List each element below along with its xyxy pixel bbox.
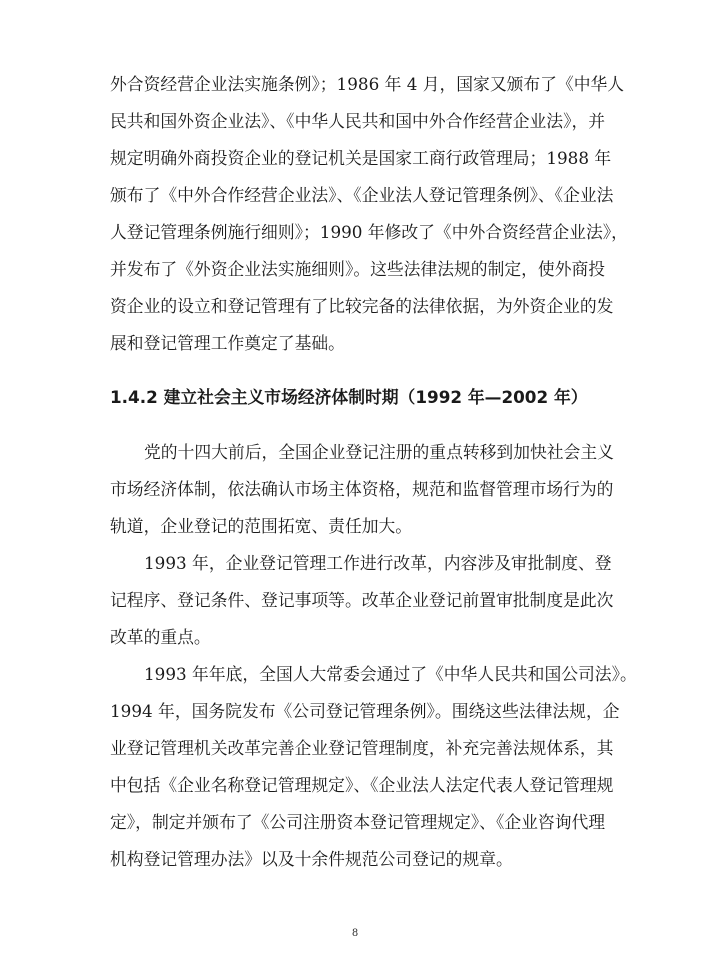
paragraph-4-line-3: 业登记管理机关改革完善企业登记管理制度，补充完善法规体系，其 <box>110 738 614 758</box>
paragraph-2-line-3: 轨道，企业登记的范围拓宽、责任加大。 <box>110 516 413 536</box>
paragraph-1-line-2: 民共和国外资企业法》、《中华人民共和国中外合作经营企业法》，并 <box>110 111 606 131</box>
paragraph-1-line-6: 并发布了《外资企业法实施细则》。这些法律法规的制定，使外商投 <box>110 259 606 279</box>
paragraph-1-line-3: 规定明确外商投资企业的登记机关是国家工商行政管理局；1988 年 <box>110 148 612 168</box>
paragraph-1-line-7: 资企业的设立和登记管理有了比较完备的法律依据，为外资企业的发 <box>110 296 614 316</box>
paragraph-3-line-3: 改革的重点。 <box>110 627 211 647</box>
paragraph-1-line-5: 人登记管理条例施行细则》；1990 年修改了《中外合资经营企业法》， <box>110 222 628 242</box>
paragraph-1-line-1: 外合资经营企业法实施条例》；1986 年 4 月，国家又颁布了《中华人 <box>110 74 625 94</box>
paragraph-1-line-8: 展和登记管理工作奠定了基础。 <box>110 333 345 353</box>
paragraph-4-line-5: 定》，制定并颁布了《公司注册资本登记管理规定》、《企业咨询代理 <box>110 812 606 832</box>
page-number: 8 <box>351 928 359 939</box>
paragraph-4-line-6: 机构登记管理办法》以及十余件规范公司登记的规章。 <box>110 849 513 869</box>
paragraph-3-line-1: 1993 年，企业登记管理工作进行改革，内容涉及审批制度、登 <box>144 553 612 573</box>
paragraph-2-line-1: 党的十四大前后，全国企业登记注册的重点转移到加快社会主义 <box>144 442 614 462</box>
paragraph-4-line-4: 中包括《企业名称登记管理规定》、《企业法人法定代表人登记管理规 <box>110 775 614 795</box>
section-heading: 1.4.2 建立社会主义市场经济体制时期（1992 年—2002 年） <box>110 387 588 407</box>
paragraph-1-line-4: 颁布了《中外合作经营企业法》、《企业法人登记管理条例》、《企业法 <box>110 185 614 205</box>
paragraph-3-line-2: 记程序、登记条件、登记事项等。改革企业登记前置审批制度是此次 <box>110 590 614 610</box>
paragraph-4-line-2: 1994 年，国务院发布《公司登记管理条例》。围绕这些法律法规，企 <box>110 701 620 721</box>
paragraph-4-line-1: 1993 年年底，全国人大常委会通过了《中华人民共和国公司法》。 <box>144 664 637 684</box>
paragraph-2-line-2: 市场经济体制，依法确认市场主体资格，规范和监督管理市场行为的 <box>110 479 614 499</box>
